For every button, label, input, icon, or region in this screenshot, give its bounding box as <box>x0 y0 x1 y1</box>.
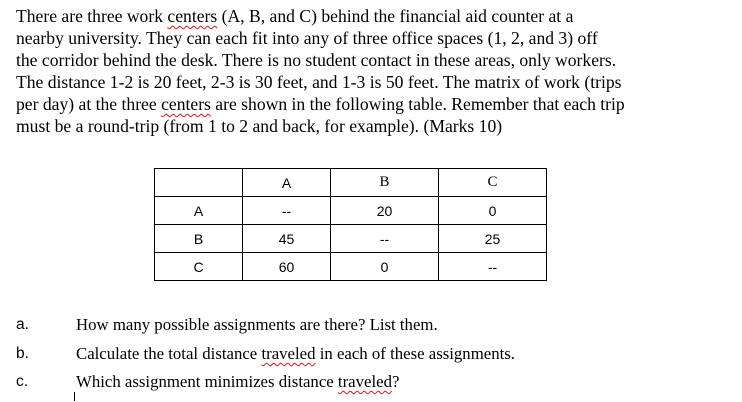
text-run: (A, B, and C) behind the financial aid counter at a <box>217 6 574 26</box>
text-run: How many possible assignments are there? List them. <box>76 315 438 334</box>
paragraph-line-6: must be a round-trip (from 1 to 2 and back, for example). (Marks 10) <box>16 116 503 136</box>
table-cell: -- <box>331 225 439 253</box>
table-cell: 0 <box>331 253 439 281</box>
question-text <box>76 313 438 337</box>
paragraph-line-4: The distance 1-2 is 20 feet, 2-3 is 30 feet, and 1-3 is 50 feet. The matrix of work (trips <box>16 72 622 92</box>
problem-statement <box>16 5 736 137</box>
text-run: ? <box>391 372 400 391</box>
text-run: Which assignment minimizes distance <box>76 372 338 391</box>
question-b <box>16 342 736 366</box>
paragraph-line-5 <box>16 93 736 115</box>
table-row-label: B <box>155 225 243 253</box>
table-header-row <box>155 169 547 197</box>
table-row-label: C <box>155 253 243 281</box>
paragraph-line-2: nearby university. They can each fit into any of three office spaces (1, 2, and 3) off <box>16 28 598 48</box>
spellcheck-word[interactable]: traveled <box>261 344 316 363</box>
spellcheck-word[interactable]: traveled <box>337 372 392 391</box>
table-row <box>155 225 547 253</box>
text-run: per day) at the three <box>16 94 162 114</box>
table-header-cell: B <box>331 169 439 197</box>
text-run: Calculate the total distance <box>76 344 262 363</box>
list-marker: a. <box>16 316 29 333</box>
table-cell: 20 <box>331 197 439 225</box>
text-run: are shown in the following table. Remember that each trip <box>210 94 625 114</box>
text-cursor <box>74 392 75 401</box>
question-a <box>16 313 736 337</box>
table-cell: -- <box>439 253 547 281</box>
question-text <box>76 370 399 394</box>
table-row-label: A <box>155 197 243 225</box>
table-cell: -- <box>243 197 331 225</box>
table-row <box>155 197 547 225</box>
table-cell: 0 <box>439 197 547 225</box>
table-row <box>155 253 547 281</box>
paragraph-line-3: the corridor behind the desk. There is no student contact in these areas, only workers. <box>16 50 617 70</box>
work-matrix-table <box>154 168 547 281</box>
list-marker: b. <box>16 345 29 362</box>
table-cell: 45 <box>243 225 331 253</box>
list-marker: c. <box>16 373 29 390</box>
table-header-cell: A <box>243 169 331 197</box>
table-cell <box>155 169 243 197</box>
table-cell: 60 <box>243 253 331 281</box>
question-c <box>16 370 736 394</box>
table-cell: 25 <box>439 225 547 253</box>
text-run: in each of these assignments. <box>315 344 515 363</box>
spellcheck-word[interactable]: centers <box>161 94 211 114</box>
paragraph-line-1 <box>16 5 736 27</box>
spellcheck-word[interactable]: centers <box>167 6 218 26</box>
text-run: There are three work <box>16 6 168 26</box>
question-text <box>76 342 515 366</box>
table-header-cell: C <box>439 169 547 197</box>
